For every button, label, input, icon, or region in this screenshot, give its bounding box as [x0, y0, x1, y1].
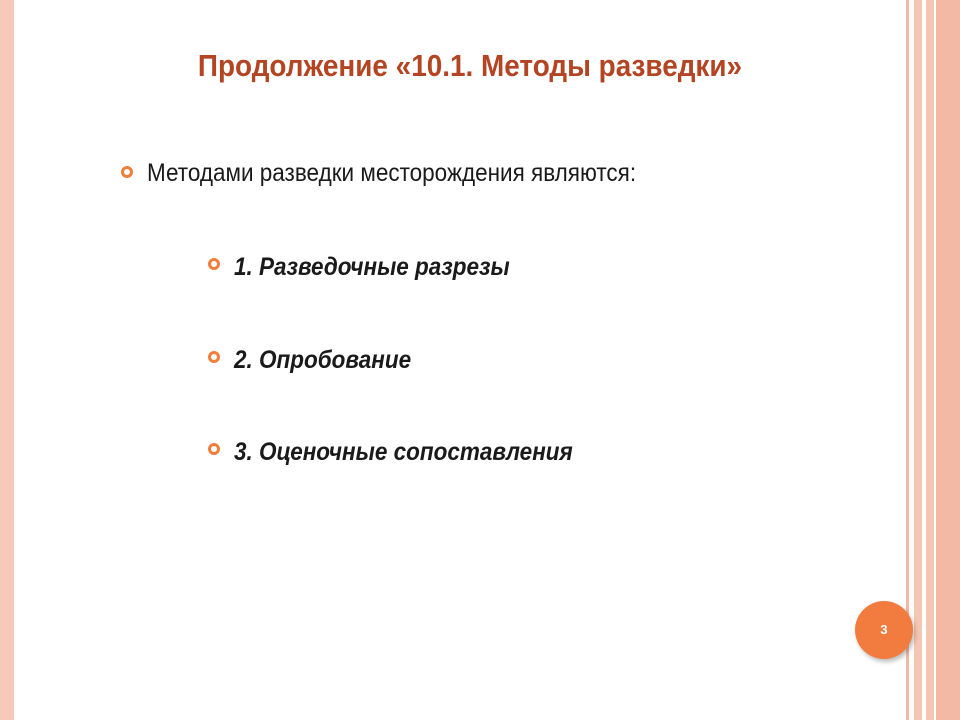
bullet-icon — [208, 258, 220, 270]
bullet-icon — [208, 443, 220, 455]
page-number-badge: 3 — [855, 601, 913, 659]
sub-point-3: 3. Оценочные сопоставления — [234, 438, 573, 466]
sub-point-2: 2. Опробование — [234, 346, 412, 374]
right-decor-strip — [914, 0, 922, 720]
main-point: Методами разведки месторождения являются: — [147, 159, 637, 187]
bullet-icon — [121, 166, 133, 178]
slide-title: Продолжение «10.1. Методы разведки» — [197, 48, 743, 83]
bullet-icon — [208, 351, 220, 363]
left-decor-strip — [0, 0, 14, 720]
right-decor-strip — [936, 0, 960, 720]
sub-point-1: 1. Разведочные разрезы — [234, 253, 510, 281]
right-decor-strip — [926, 0, 934, 720]
